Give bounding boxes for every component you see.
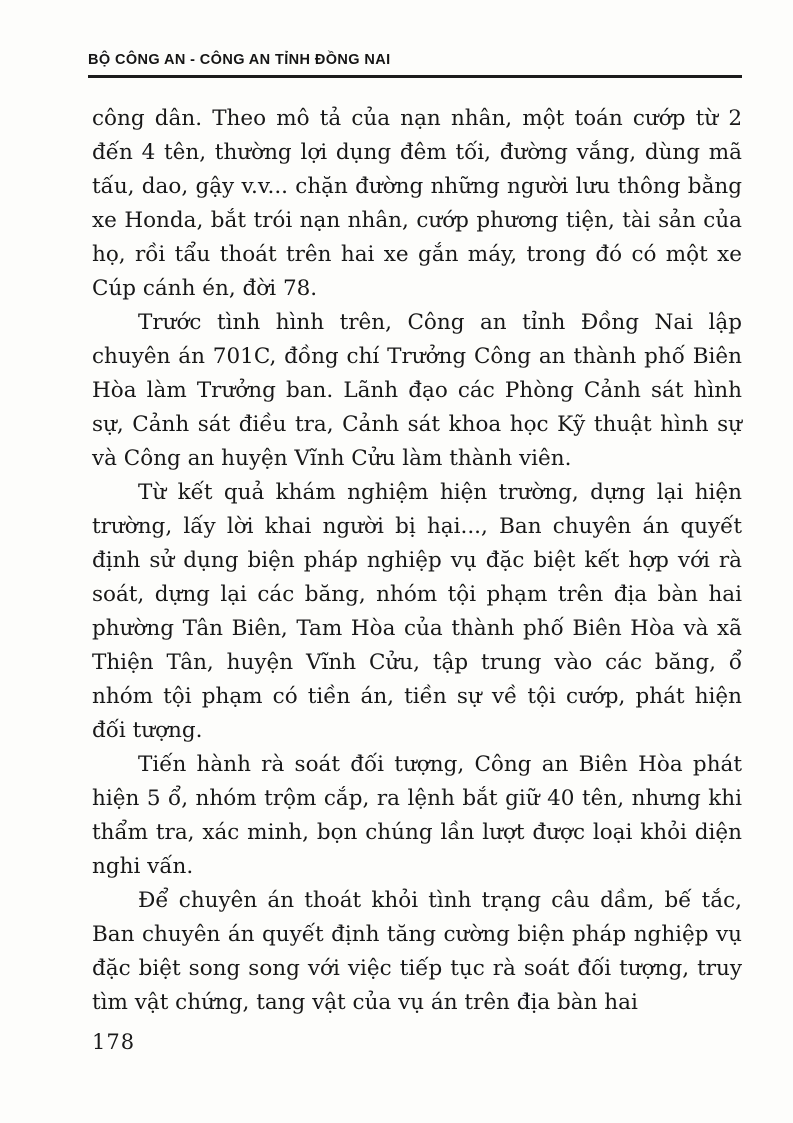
paragraph: Trước tình hình trên, Công an tỉnh Đồng Nai lập chuyên án 701C, đồng chí Trưởng Công an thành phố Biên Hòa làm Trưởng ban. Lãnh đạo các Phòng Cảnh sát hình sự, Cảnh sát điều tra, Cảnh sát khoa học Kỹ thuật hình sự và Công an huyện Vĩnh Cửu làm thành viên. (92, 310, 742, 471)
page-number: 178 (92, 1030, 136, 1054)
paragraph: Để chuyên án thoát khỏi tình trạng câu dầm, bế tắc, Ban chuyên án quyết định tăng cường biện pháp nghiệp vụ đặc biệt song song với việc tiếp tục rà soát đối tượng, truy tìm vật chứng, tang vật của vụ án trên địa bàn hai (92, 888, 742, 1015)
page-body (92, 102, 742, 1020)
paragraph: Từ kết quả khám nghiệm hiện trường, dựng lại hiện trường, lấy lời khai người bị hại..., Ban chuyên án quyết định sử dụng biện pháp nghiệp vụ đặc biệt kết hợp với rà soát, dựng lại các băng, nhóm tội phạm trên địa bàn hai phường Tân Biên, Tam Hòa của thành phố Biên Hòa và xã Thiện Tân, huyện Vĩnh Cửu, tập trung vào các băng, ổ nhóm tội phạm có tiền án, tiền sự về tội cướp, phát hiện đối tượng. (92, 480, 742, 743)
running-header-text: BỘ CÔNG AN - CÔNG AN TỈNH ĐỒNG NAI (88, 52, 391, 68)
header-rule (88, 75, 742, 78)
running-header (88, 52, 742, 78)
paragraph: công dân. Theo mô tả của nạn nhân, một toán cướp từ 2 đến 4 tên, thường lợi dụng đêm tối, đường vắng, dùng mã tấu, dao, gậy v.v... chặn đường những người lưu thông bằng xe Honda, bắt trói nạn nhân, cướp phương tiện, tài sản của họ, rồi tẩu thoát trên hai xe gắn máy, trong đó có một xe Cúp cánh én, đời 78. (92, 106, 742, 301)
paragraph: Tiến hành rà soát đối tượng, Công an Biên Hòa phát hiện 5 ổ, nhóm trộm cắp, ra lệnh bắt giữ 40 tên, nhưng khi thẩm tra, xác minh, bọn chúng lần lượt được loại khỏi diện nghi vấn. (92, 752, 742, 879)
